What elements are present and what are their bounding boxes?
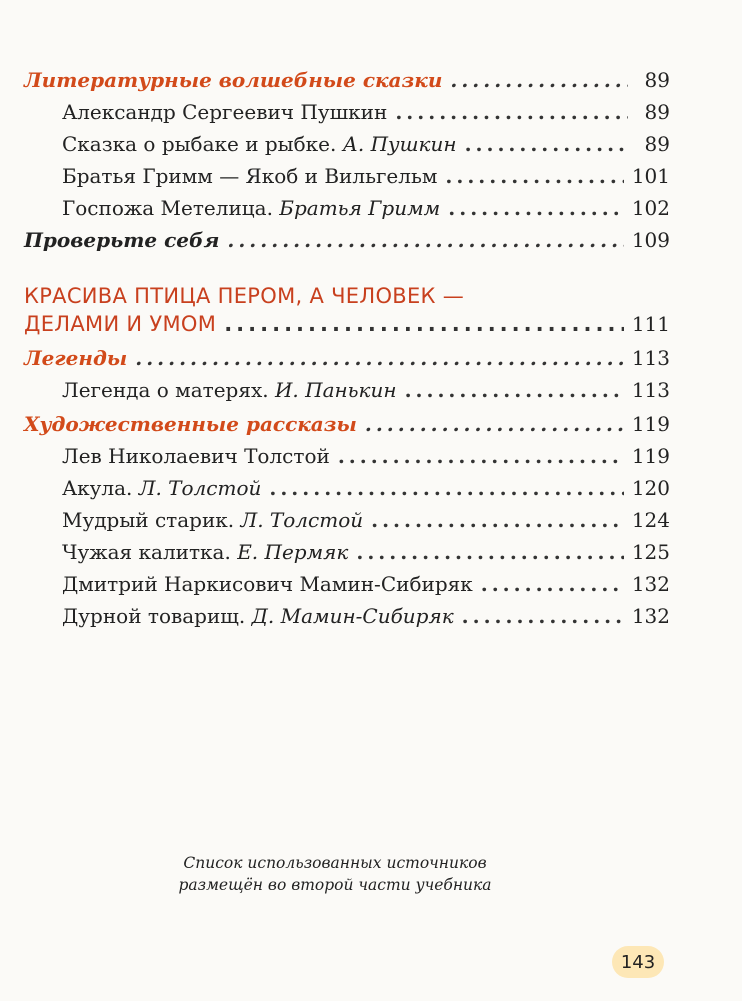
toc-item[interactable]: [24, 164, 670, 196]
page-number: 143: [620, 951, 656, 973]
toc-page-number: 119: [631, 412, 670, 436]
toc-item-title: Дмитрий Наркисович Мамин-Сибиряк: [62, 572, 473, 596]
toc-item-title: Легенда о матерях.: [62, 378, 275, 402]
toc-item-title: Братья Гримм — Якоб и Вильгельм: [62, 164, 438, 188]
toc-item-title: Дурной товарищ.: [62, 604, 252, 628]
toc-leader-dots: [269, 476, 623, 500]
toc-item-title: Лев Николаевич Толстой: [62, 444, 330, 468]
toc-item-title: Мудрый старик.: [62, 508, 241, 532]
toc-item[interactable]: [24, 572, 670, 604]
toc-item-author: И. Панькин: [274, 378, 397, 402]
toc-page-number: 113: [631, 378, 670, 402]
toc-page-number: 109: [631, 228, 670, 252]
toc-item[interactable]: [24, 508, 670, 540]
toc-page-number: 102: [631, 196, 670, 220]
sources-note: [150, 852, 520, 896]
toc-section-title: Художественные рассказы: [24, 412, 357, 436]
toc-page-number: 132: [631, 604, 670, 628]
toc-page-number: 101: [631, 164, 670, 188]
toc-item-title: Акула.: [62, 476, 139, 500]
sources-note-line1: Список использованных источников: [183, 854, 487, 872]
toc-item-author: Е. Пермяк: [237, 540, 349, 564]
toc-part[interactable]: [24, 312, 670, 344]
toc-leader-dots: [135, 346, 624, 370]
toc-item-title: Сказка о рыбаке и рыбке.: [62, 132, 343, 156]
toc-item-author: Л. Толстой: [240, 508, 364, 532]
toc-item-author: А. Пушкин: [342, 132, 457, 156]
toc-part-title-line2: ДЕЛАМИ И УМОМ: [24, 312, 217, 336]
toc-section-legends[interactable]: [24, 346, 670, 378]
toc-leader-dots: [445, 164, 623, 188]
toc-item[interactable]: [24, 444, 670, 476]
toc-leader-dots: [448, 196, 624, 220]
sources-note-line2: размещён во второй части учебника: [178, 876, 492, 894]
toc-leader-dots: [450, 68, 628, 92]
toc-item[interactable]: [24, 540, 670, 572]
toc-part-title-line1[interactable]: КРАСИВА ПТИЦА ПЕРОМ, А ЧЕЛОВЕК —: [24, 284, 465, 308]
toc-leader-dots: [405, 378, 624, 402]
toc-leader-dots: [338, 444, 624, 468]
toc-item[interactable]: [24, 196, 670, 228]
toc-section-literary-tales[interactable]: [24, 68, 670, 100]
toc-leader-dots: [462, 604, 624, 628]
toc-item[interactable]: [24, 100, 670, 132]
toc-check-title: Проверьте себя: [24, 228, 220, 252]
toc-page-number: 89: [644, 100, 670, 124]
toc-item-author: Д. Мамин-Сибиряк: [251, 604, 454, 628]
toc-item-author: Л. Толстой: [138, 476, 262, 500]
toc-page-number: 132: [631, 572, 670, 596]
toc-page-number: 89: [644, 68, 670, 92]
toc-item-author: Братья Гримм: [279, 196, 441, 220]
toc-page-number: 89: [644, 132, 670, 156]
toc-leader-dots: [356, 540, 623, 564]
toc-leader-dots: [365, 412, 624, 436]
toc-page-number: 120: [631, 476, 670, 500]
toc-page-number: 111: [631, 312, 670, 336]
toc-item[interactable]: [24, 476, 670, 508]
toc-item-title: Госпожа Метелица.: [62, 196, 280, 220]
toc-leader-dots: [481, 572, 624, 596]
toc-leader-dots: [395, 100, 628, 124]
toc-page-number: 113: [631, 346, 670, 370]
toc-item-title: Александр Сергеевич Пушкин: [62, 100, 388, 124]
toc-page-number: 124: [631, 508, 670, 532]
toc-section-art-stories[interactable]: [24, 412, 670, 444]
toc-check-yourself[interactable]: [24, 228, 670, 260]
toc-section-title: Легенды: [24, 346, 128, 370]
toc-item[interactable]: [24, 378, 670, 410]
toc-page-number: 125: [631, 540, 670, 564]
toc-item-title: Чужая калитка.: [62, 540, 238, 564]
toc-leader-dots: [224, 312, 624, 336]
toc-page-number: 119: [631, 444, 670, 468]
toc-leader-dots: [465, 132, 628, 156]
toc-item[interactable]: [24, 132, 670, 164]
toc-leader-dots: [371, 508, 624, 532]
toc-leader-dots: [227, 228, 623, 252]
page-number-badge: [612, 946, 664, 978]
toc-item[interactable]: [24, 604, 670, 636]
table-of-contents: [24, 68, 670, 636]
toc-section-title: Литературные волшебные сказки: [24, 68, 443, 92]
